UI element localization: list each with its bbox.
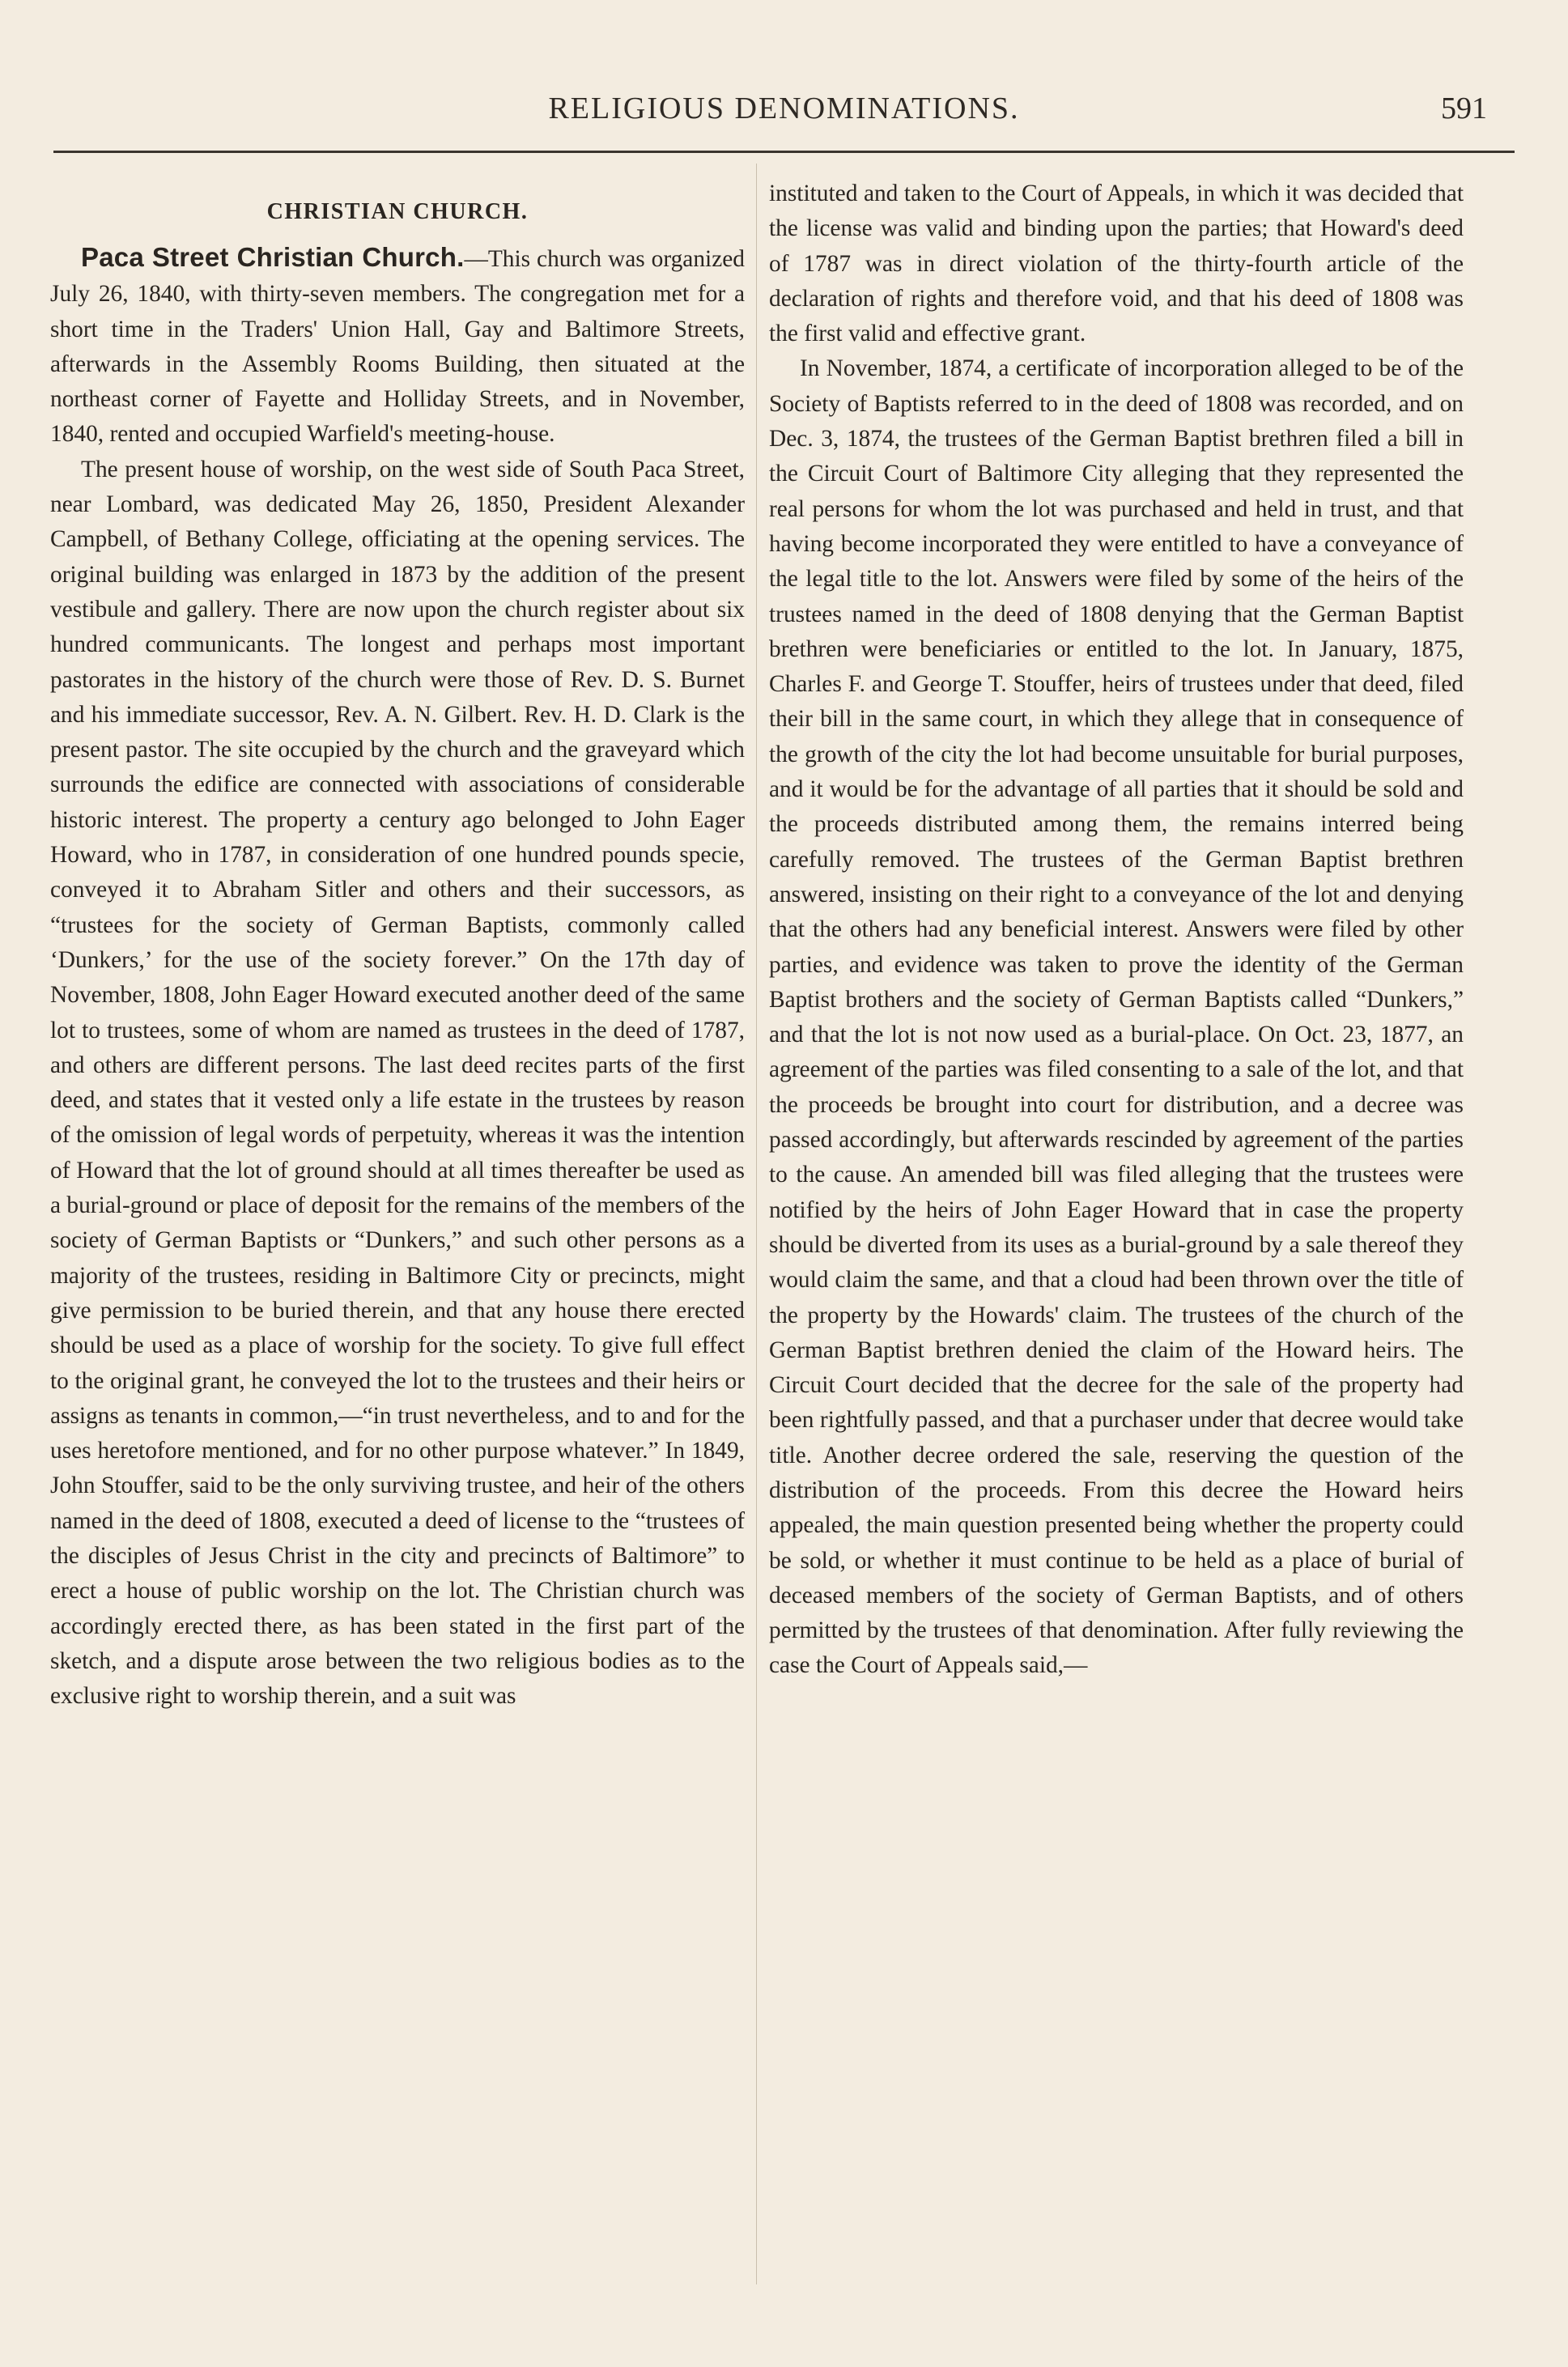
paragraph: In November, 1874, a certificate of incorporation alleged to be of the Society of Baptists referred to in the deed of 1808 was recorded, and on Dec. 3, 1874, the trustees of the German Baptist brethren filed a bill in the Circuit Court of Baltimore City alleging that they represented the real persons for whom the lot was purchased and held in trust, and that having become incorporated they were entitled to have a conveyance of the legal title to the lot. Answers were filed by some of the heirs of the trustees named in the deed of 1808 denying that the German Baptist brethren were beneficiaries or entitled to the lot. In January, 1875, Charles F. and George T. Stouffer, heirs of trustees under that deed, filed their bill in the same court, in which they allege that in consequence of the growth of the city the lot had become unsuitable for burial purposes, and it would be for the advantage of all parties that it should be sold and the proceeds distributed among them, the remains interred being carefully removed. The trustees of the German Baptist brethren answered, insisting on their right to a conveyance of the lot and denying that the others had any beneficial interest. Answers were filed by other parties, and evidence was taken to prove the identity of the German Baptist brothers and the society of German Baptists called “Dunkers,” and that the lot is not now used as a burial-place. On Oct. 23, 1877, an agreement of the parties was filed consenting to a sale of the lot, and that the proceeds be brought into court for distribution, and a decree was passed accordingly, but afterwards rescinded by agreement of the parties to the cause. An amended bill was filed alleging that the trustees were notified by the heirs of John Eager Howard that in case the property should be diverted from its uses as a burial-ground by a sale thereof they would claim the same, and that a cloud had been thrown over the title of the property by the Howards' claim. The trustees of the church of the German Baptist brethren denied the claim of the Howard heirs. The Circuit Court decided that the decree for the sale of the property had been rightfully passed, and that a purchaser under that decree would take title. Another decree ordered the sale, reserving the question of the distribution of the proceeds. From this decree the Howard heirs appealed, the main question presented being whether the property could be sold, or whether it must continue to be held as a place of burial of deceased members of the society of German Baptists, and of others permitted by the trustees of that denomination. After fully reviewing the case the Court of Appeals said,— (769, 355, 1464, 1679)
run-in-heading: Paca Street Christian Church. (81, 242, 465, 272)
page-number: 591 (1441, 91, 1487, 125)
section-heading: CHRISTIAN CHURCH. (266, 199, 529, 224)
running-head (53, 91, 1515, 147)
left-column (50, 176, 745, 1714)
header-rule (53, 151, 1515, 153)
column-divider (756, 164, 757, 2284)
paragraph (50, 240, 745, 453)
paragraph-text: —This church was organized July 26, 1840, with thirty-seven members. The congregation met for a short time in the Traders' Union Hall, Gay and Baltimore Streets, afterwards in the Assembly Rooms Building, then situated at the northeast corner of Fayette and Holliday Streets, and in November, 1840, rented and occupied Warfield's meeting-house. (50, 246, 745, 448)
running-title: RELIGIOUS DENOMINATIONS. (548, 91, 1020, 125)
paragraph: The present house of worship, on the west side of South Paca Street, near Lombard, was dedicated May 26, 1850, President Alexander Campbell, of Bethany College, officiating at the opening services. The original building was enlarged in 1873 by the addition of the present vestibule and gallery. There are now upon the church register about six hundred communicants. The longest and perhaps most important pastorates in the history of the church were those of Rev. D. S. Burnet and his immediate successor, Rev. A. N. Gilbert. Rev. H. D. Clark is the present pastor. The site occupied by the church and the graveyard which surrounds the edifice are connected with associations of considerable historic interest. The property a century ago belonged to John Eager Howard, who in 1787, in consideration of one hundred pounds specie, conveyed it to Abraham Sitler and others and their successors, as “trustees for the society of German Baptists, commonly called ‘Dunkers,’ for the use of the society forever.” On the 17th day of November, 1808, John Eager Howard executed another deed of the same lot to trustees, some of whom are named as trustees in the deed of 1787, and others are different persons. The last deed recites parts of the first deed, and states that it vested only a life estate in the trustees by reason of the omission of legal words of perpetuity, whereas it was the intention of Howard that the lot of ground should at all times thereafter be used as a burial-ground or place of deposit for the remains of the members of the society of German Baptists or “Dunkers,” and such other persons as a majority of the trustees, residing in Baltimore City or precincts, might give permission to be buried therein, and that any house there erected should be used as a place of worship for the society. To give full effect to the original grant, he conveyed the lot to the trustees and their heirs or assigns as tenants in common,—“in trust nevertheless, and to and for the uses heretofore mentioned, and for no other purpose whatever.” In 1849, John Stouffer, said to be the only surviving trustee, and heir of the others named in the deed of 1808, executed a deed of license to the “trustees of the disciples of Jesus Christ in the city and precincts of Baltimore” to erect a house of public worship on the lot. The Christian church was accordingly erected there, as has been stated in the first part of the sketch, and a dispute arose between the two religious bodies as to the exclusive right to worship therein, and a suit was (50, 456, 745, 1710)
paragraph: instituted and taken to the Court of Appeals, in which it was decided that the license was valid and binding upon the parties; that Howard's deed of 1787 was in direct violation of the thirty-fourth article of the declaration of rights and therefore void, and that his deed of 1808 was the first valid and effective grant. (769, 181, 1464, 347)
right-column (769, 176, 1464, 1684)
